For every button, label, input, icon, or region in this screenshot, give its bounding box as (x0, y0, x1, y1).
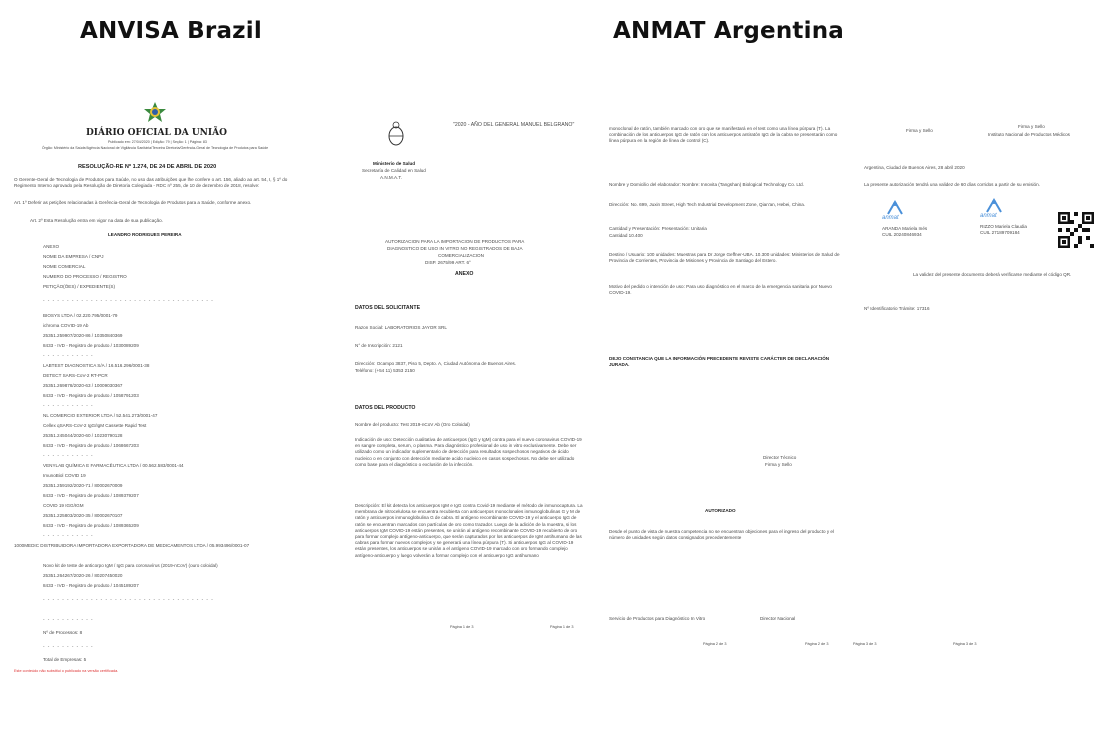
anmat-page3-footer-left: Página 3 de 3 (853, 642, 877, 646)
anvisa-annex-1: NOME DA EMPRESA / CNPJ (43, 254, 104, 259)
anmat-firma-1: Firma y Sello (1018, 124, 1045, 129)
anmat-top-right-title: "2020 - AÑO DEL GENERAL MANUEL BELGRANO" (453, 122, 575, 128)
anmat-page2-footer-right: Página 2 de 3 (805, 642, 829, 646)
anmat-applicant-2: Dirección: Ocampo 3837, Piso 5, Depto. A, Ciudad Autónoma de Buenos Aires. (355, 361, 517, 366)
anmat-page2-footer-left: Página 2 de 3 (703, 642, 727, 646)
anmat-signer-1-name: ARANDA Mariela Inés (882, 226, 928, 231)
anmat-indication: Indicación de uso: Detección cualitativa de anticuerpos (IgG y IgM) contra para el nuevo coronavirus COVID-19 en sangre completa, serum, o plasma. Para diagnóstico profesional de uso in vitro exclusivamente. Debe ser utilizado como un indicador suplementario de detección para resultados sospechosos negativos de ácido nucleico o en conjunto con detección mediante acido nucleico en casos sospechosos. No debe ser utilizado como base para el diagnóstico o exclusión de la infección. (355, 437, 582, 467)
anvisa-entry-3-petition: 8433 - IVD - Registro de produto / 1068667203 (43, 443, 139, 448)
anmat-logo-text-2: anmat (980, 213, 997, 219)
anvisa-total-processes: Nº de Processos: 8 (43, 630, 83, 635)
anvisa-para3: Art. 2º Esta Resolução entra em vigor na data de sua publicação. (30, 218, 163, 223)
anvisa-annex-0: ANEXO (43, 244, 60, 249)
anmat-motive: Motivo del pedido o intención de uso: Para uso diagnóstico en el marco de la emergencia sanitaria por Nuevo COVID-19. (609, 284, 832, 296)
anmat-applicant-0: Razon Social: LABORATORIOS JAYOR SRL (355, 325, 447, 330)
anmat-qr-note: La validez del presente documento deberá verificarse mediante el código QR. (913, 272, 1072, 277)
anvisa-title: DIÁRIO OFICIAL DA UNIÃO (86, 128, 227, 138)
anmat-national-director: Director Nacional (760, 616, 796, 621)
anmat-manufacturer: Nombre y Domicilio del elaborador: Nombre: Innovita (Tangshan) Biological Technology Co. Ltd. (609, 182, 804, 187)
anvisa-entry-5-product: Novo kit de teste de anticorpo IgM / IgG para coronavírus (2019-nCoV) (ouro coloidal) (43, 563, 218, 568)
anmat-quantity-0: Cantidad y Presentación: Presentación: Unitaria (609, 226, 707, 231)
anmat-authorized: AUTORIZADO (705, 508, 736, 513)
anmat-tramite: Nº Identificatorio Trámite: 17316 (864, 306, 930, 311)
qr-code-icon (1058, 212, 1094, 248)
anvisa-meta2: Órgão: Ministério da Saúde/Agência Nacional de Vigilância Sanitária/Terceira Diretoria/Gerência-Geral de Tecnologia de Produtos para Saúde (41, 146, 269, 150)
anvisa-signer: LEANDRO RODRIGUES PEREIRA (108, 232, 182, 237)
anmat-auth-title-2: COMERCIALIZACION (438, 253, 484, 258)
anmat-auth-title-3: DISP. 2675/99 ART. 6° (425, 260, 471, 265)
anmat-auth-title-1: DIAGNOSTICO DE USO IN VITRO NO REGISTRADOS DE BAJA (387, 246, 523, 251)
anvisa-entry-1-product: ichroma COVID-19 Ab (43, 323, 89, 328)
anmat-auth-title-0: AUTORIZACION PARA LA IMPORTACION DE PRODUCTOS PARA (385, 239, 525, 244)
anvisa-para1: O Gerente-Geral de Tecnologia de Produtos para Saúde, no uso das atribuições que lhe confere o art. 156, aliado ao art. 54, I, § 1º do Regimento Interno aprovado pela Resolução de Diretoria Colegiada - RDC nº 255, de 10 de dezembro de 2018, resolve: (14, 177, 288, 189)
anmat-destination: Destino / Usuario: 100 unidades: Muestras para Dr Jorge Geffner-UBA. 10.300 unidades: Ministerios de Salud de Provincia de Corrientes, Provincia de Misiones y Provincia de Santiago del Estero. (609, 252, 840, 264)
anvisa-entry-5-company: 1000MEDIC DISTRIBUIDORA IMPORTADORA EXPORTADORA DE MEDICAMENTOS LTDA / 05.993496/0001-07 (14, 543, 250, 548)
anmat-applicant-3: Teléfono: (+54 11) 5353 2150 (355, 368, 415, 373)
anvisa-entry-4-petition: 8433 - IVD - Registro de produto / 1089379207 (43, 493, 139, 498)
anvisa-entry-2-process: 25351.269878/2020-63 / 10009030367 (43, 383, 123, 388)
anmat-p2-text: monoclonal de ratón, también marcado con oro que se manifestará en el test como una línea púrpura (T). La combinación de los anticuerpos IgG de ratón con los anticuerpos antiratón IgG de la cabra se presentarán como línea púrpura en la región de línea de control (C). (609, 126, 838, 144)
anvisa-entry-1-company: BIOSYS LTDA / 02.220.795/0001-79 (43, 313, 118, 318)
anvisa-footer-note: Este conteúdo não substitui o publicado na versão certificada. (14, 669, 119, 673)
anmat-page-3 (858, 122, 1108, 322)
anvisa-entry-2-petition: 8433 - IVD - Registro de produto / 1058791203 (43, 393, 139, 398)
anmat-ministry-0: Ministerio de Salud (373, 161, 416, 166)
anmat-page-2 (605, 122, 855, 652)
anvisa-document: DIÁRIO OFICIAL DA UNIÃO Publicado em: 27/04/2020 | Edição: 79 | Seção: 1 | Página: 83 Órgão: Ministério da Saúde/Agência Nacional de Vigilância Sanitária/Terceira Diretoria/Gerência-Geral de Tecnologia de Produtos para Saúde RESOLUÇÃO-RE Nº 1.274, DE 24 DE ABRIL DE 2020 O Gerente-Geral de Tecnologia de Produtos para Saúde, no uso das atribuições que lhe confere o art. 156, aliado ao art. 54, I, § 1º do Regimento Interno aprovado pela Resolução de Diretoria Colegiada - RDC nº 255, de 10 de dezembro de 2018, resolve: Art. 1º Deferir as petições relacionadas à Gerência-Geral de Tecnologia de Produtos para a Saúde, conforme anexo. Art. 2º Esta Resolução entra em vigor na data de sua publicação. LEANDRO RODRIGUES PEREIRA ANEXO NOME DA EMPRESA / CNPJ NOME COMERCIAL NUMERO DO PROCESSO / REGISTRO PETIÇÃO(ÕES) / EXPEDIENTE(S) - - - - - - - - - - - - - - - - - - - - - - - - - - - - - - - - - - - - BIOSYS LTDA / 02.220.795/0001-79 ichroma COVID-19 Ab 25351.259907/2020-86 / 10350840369 8433 - IVD - Registro de produto / 1030089209 - - - - - - - - - - - LABTEST DIAGNOSTICA S/A / 16.516.296/0001-38 DETECT SARS-CoV-2 RT-PCR 25351.269878/2020-63 / 10009030367 8433 - IVD - Registro de produto / 1058791203 - - - - - - - - - - - NL COMERCIO EXTERIOR LTDA / 52.541.273/0001-47 Cellex qSARS-CoV-2 IgG/IgM Cassette Rapid Test 25351.245044/2020-60 / 10230790128 8433 - IVD - Registro de produto / 1068667203 - - - - - - - - - - - VENYLAB QUÍMICA E FARMACÊUTICA LTDA / 00.562.583/0001-44 ImunoBiol COVID 19 25351.259192/2020-71 / 80002670009 8433 - IVD - Registro de produto / 1089379207 COVID 19 IGG/IGM 25351.225803/2020-35 / 80002670107 8433 - IVD - Registro de produto / 1089365209 - - - - - - - - - - - 1000MEDIC DISTRIBUIDORA IMPORTADORA EXPORTADORA DE MEDICAMENTOS LTDA / 05.993496/0001-07 Novo kit de teste de anticorpo IgM / IgG para coronavírus (2019-nCoV) (ouro coloidal) 25351.264267/2020-26 / 80207450020 8433 - IVD - Registro de produto / 1045189207 - - - - - - - - - - - - - - - - - - - - - - - - - - - - - - - - - - - - - - - - - - - - - - - Nº de Processos: 8 - - - - - - - - - - - Total de Empresas: 5 Este conteúdo não substitui o publicado na versão certificada. (0, 95, 300, 685)
anvisa-entry-1-process: 25351.259907/2020-86 / 10350840369 (43, 333, 123, 338)
anvisa-total-companies: Total de Empresas: 5 (43, 657, 87, 662)
anmat-validity: La presente autorización tendrá una validez de 60 días corridos a partir de su emisión. (864, 182, 1040, 187)
anvisa-entry-3-process: 25351.245044/2020-60 / 10230790128 (43, 433, 123, 438)
anmat-ministry-1: Secretaría de Calidad en Salud (362, 168, 426, 173)
anmat-page1-footer-left: Página 1 de 3 (450, 625, 474, 629)
anmat-logo-icon (983, 198, 1005, 214)
anmat-director-1: Firma y Sello (765, 462, 792, 467)
anmat-service: Servicio de Productos para Diagnóstico In Vitro (609, 616, 706, 621)
argentina-coat-of-arms-icon (387, 121, 405, 147)
anmat-director-0: Director Técnico (763, 455, 797, 460)
anmat-address: Dirección: No. 699, Juxin Street, High Tech Industrial Development Zone, Qian'an, Hebei, China. (609, 202, 806, 207)
anmat-firma-0: Firma y Sello (906, 128, 933, 133)
anmat-page3-footer-right: Página 3 de 3 (953, 642, 977, 646)
anmat-ministry-2: A.N.M.A.T. (380, 175, 402, 180)
anvisa-entry-5-process: 25351.264267/2020-26 / 80207450020 (43, 573, 123, 578)
anvisa-annex-3: NUMERO DO PROCESSO / REGISTRO (43, 274, 127, 279)
anvisa-para2: Art. 1º Deferir as petições relacionadas à Gerência-Geral de Tecnologia de Produtos para a Saúde, conforme anexo. (14, 200, 252, 205)
anvisa-entry-4-process: 25351.259192/2020-71 / 80002670009 (43, 483, 123, 488)
anmat-logo-icon (884, 200, 906, 216)
anmat-product-heading: DATOS DEL PRODUCTO (355, 405, 416, 411)
anmat-page1-footer-right: Página 1 de 3 (550, 625, 574, 629)
anmat-applicant-heading: DATOS DEL SOLICITANTE (355, 305, 421, 311)
anmat-logo-text-1: anmat (882, 215, 899, 221)
anvisa-entry-4-product2: COVID 19 IGG/IGM (43, 503, 84, 508)
anvisa-entry-4-petition2: 8433 - IVD - Registro de produto / 1089365209 (43, 523, 139, 528)
anmat-page-3-footer (853, 634, 1108, 654)
anvisa-annex-4: PETIÇÃO(ÕES) / EXPEDIENTE(S) (43, 284, 115, 289)
anvisa-entry-3-product: Cellex qSARS-CoV-2 IgG/IgM Cassette Rapid Test (43, 423, 147, 428)
anmat-applicant-1: N° de Inscripción: 2121 (355, 343, 403, 348)
anvisa-meta1: Publicado em: 27/04/2020 | Edição: 79 | Seção: 1 | Página: 83 (108, 140, 207, 144)
anmat-page-1 (345, 115, 590, 645)
anvisa-entry-1-petition: 8433 - IVD - Registro de produto / 1030089209 (43, 343, 139, 348)
anmat-anexo: ANEXO (455, 271, 474, 277)
anmat-description: Descripción: El kit detecta los anticuerpos IgM e IgG contra Covid-19 mediante el método de inmunocaptura. La membrana de nitrocelulosa se encuentra recubierta con anticuerpos monoclonales inmunoglobulinas G y M de ratón y anticuerpos inmunoglobulina G de cabra. El antígeno recombinante COVID-19 y el anticuerpo IgG de ratón se encuentran marcados con partículas de oro como trazador. Luego de la adición de la muestra, si los anticuerpos IgM COVID-19 están presentes, se unirán al antígeno recombinante COVID-19 recubierto de oro para formar complejo antígeno-anticuerpo, que serán capturados por los anticuerpos de IgM antihumano de las cabras para formar nuevos complejos y se generará una línea púrpura (T). Si anticuerpos IgG al COVID-19 están presentes, los anticuerpos se unirán a el antígeno COVID-19 marcado con oro formando complejo antígeno-anticuerpo y luego volverán a formar complejo con el anticuerpo IgG antihumano (355, 503, 583, 558)
anvisa-entry-4-company: VENYLAB QUÍMICA E FARMACÊUTICA LTDA / 00.562.583/0001-44 (43, 463, 184, 468)
anvisa-entry-4-process2: 25351.225803/2020-35 / 80002670107 (43, 513, 123, 518)
anmat-product-name: Nombre del producto: Test 2019-nCoV Ab (Oro Coloidal) (355, 422, 470, 427)
anmat-signer-2-cuil: CUIL 27189709184 (980, 230, 1020, 235)
anvisa-annex-2: NOME COMERCIAL (43, 264, 86, 269)
anvisa-heading: ANVISA Brazil (80, 18, 262, 44)
anmat-auth-text: Desde el punto de vista de nuestra competencia no se encuentran objeciones para el ingreso del producto y el número de unidades según datos consignados precedentemente (609, 529, 834, 541)
anvisa-entry-2-product: DETECT SARS-CoV-2 RT-PCR (43, 373, 108, 378)
anmat-date: Argentina, Ciudad de Buenos Aires, 28 abril 2020 (864, 165, 965, 170)
brazil-coat-of-arms-icon (140, 101, 170, 123)
anmat-firma-2: Instituto Nacional de Productos Médicos (988, 132, 1070, 137)
anmat-declaration: DEJO CONSTANCIA QUE LA INFORMACIÓN PRECEDENTE REVISTE CARÁCTER DE DECLARACIÓN JURADA. (609, 356, 830, 368)
anvisa-entry-2-company: LABTEST DIAGNOSTICA S/A / 16.516.296/0001-38 (43, 363, 150, 368)
anmat-signer-1-cuil: CUIL 20240846934 (882, 232, 922, 237)
anmat-signer-2-name: RIZZO Mariela Claudia (980, 224, 1027, 229)
anmat-quantity-1: Cantidad 10.400 (609, 233, 643, 238)
anvisa-resolution: RESOLUÇÃO-RE Nº 1.274, DE 24 DE ABRIL DE 2020 (78, 164, 217, 170)
anmat-heading: ANMAT Argentina (613, 18, 845, 44)
anvisa-entry-5-petition: 8433 - IVD - Registro de produto / 1045189207 (43, 583, 139, 588)
anvisa-entry-4-product: ImunoBiol COVID 19 (43, 473, 86, 478)
anvisa-entry-3-company: NL COMERCIO EXTERIOR LTDA / 52.541.273/0001-47 (43, 413, 158, 418)
